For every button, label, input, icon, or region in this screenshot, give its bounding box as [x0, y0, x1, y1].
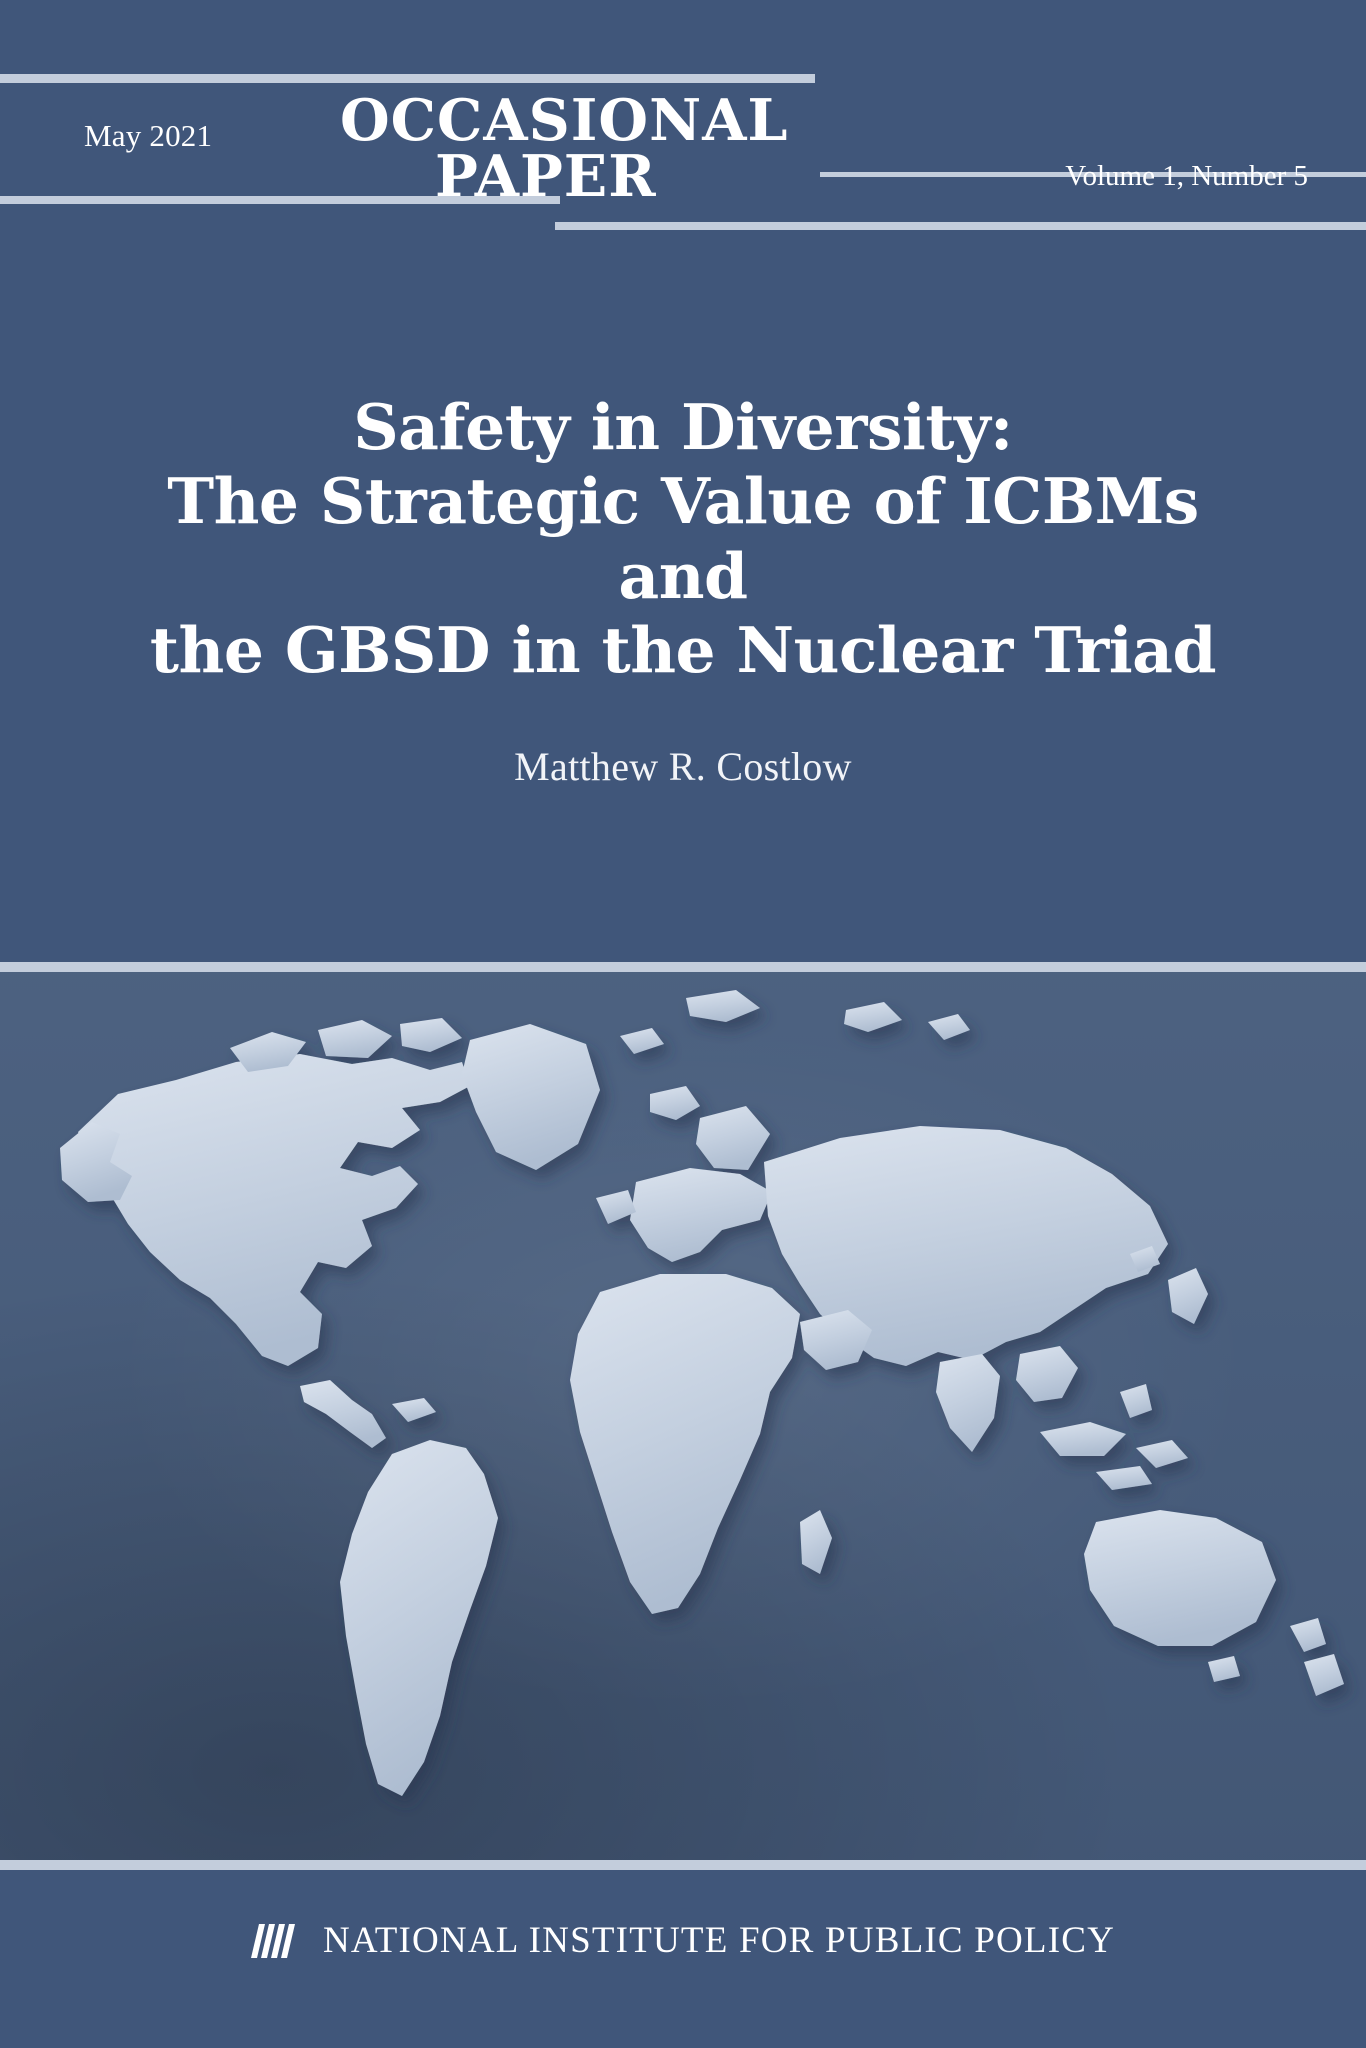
page-title: [93, 390, 1273, 687]
organization-name: NATIONAL INSTITUTE FOR PUBLIC POLICY: [322, 1919, 1116, 1961]
cover-footer: [0, 1860, 1366, 2048]
world-map-icon: [0, 962, 1366, 1860]
masthead-word-paper: PAPER: [435, 143, 657, 211]
author-name: Matthew R. Costlow: [514, 744, 852, 790]
footer-rule: [0, 1860, 1366, 1870]
national-institute-logo-icon: [251, 1918, 297, 1962]
cover-header: [0, 0, 1366, 250]
masthead-word-occasional: OCCASIONAL: [340, 87, 789, 154]
masthead: [340, 87, 789, 211]
title-line-1: Safety in Diversity:: [353, 390, 1013, 464]
header-rule-top: [0, 74, 815, 83]
cover-artwork: [0, 962, 1366, 1860]
title-block: [0, 390, 1366, 790]
header-rule-bottom: [555, 222, 1366, 230]
publication-date: May 2021: [84, 118, 213, 153]
volume-number: Volume 1, Number 5: [1065, 160, 1308, 192]
title-line-3: the GBSD in the Nuclear Triad: [149, 612, 1217, 687]
title-line-2: The Strategic Value of ICBMs and: [167, 464, 1199, 613]
